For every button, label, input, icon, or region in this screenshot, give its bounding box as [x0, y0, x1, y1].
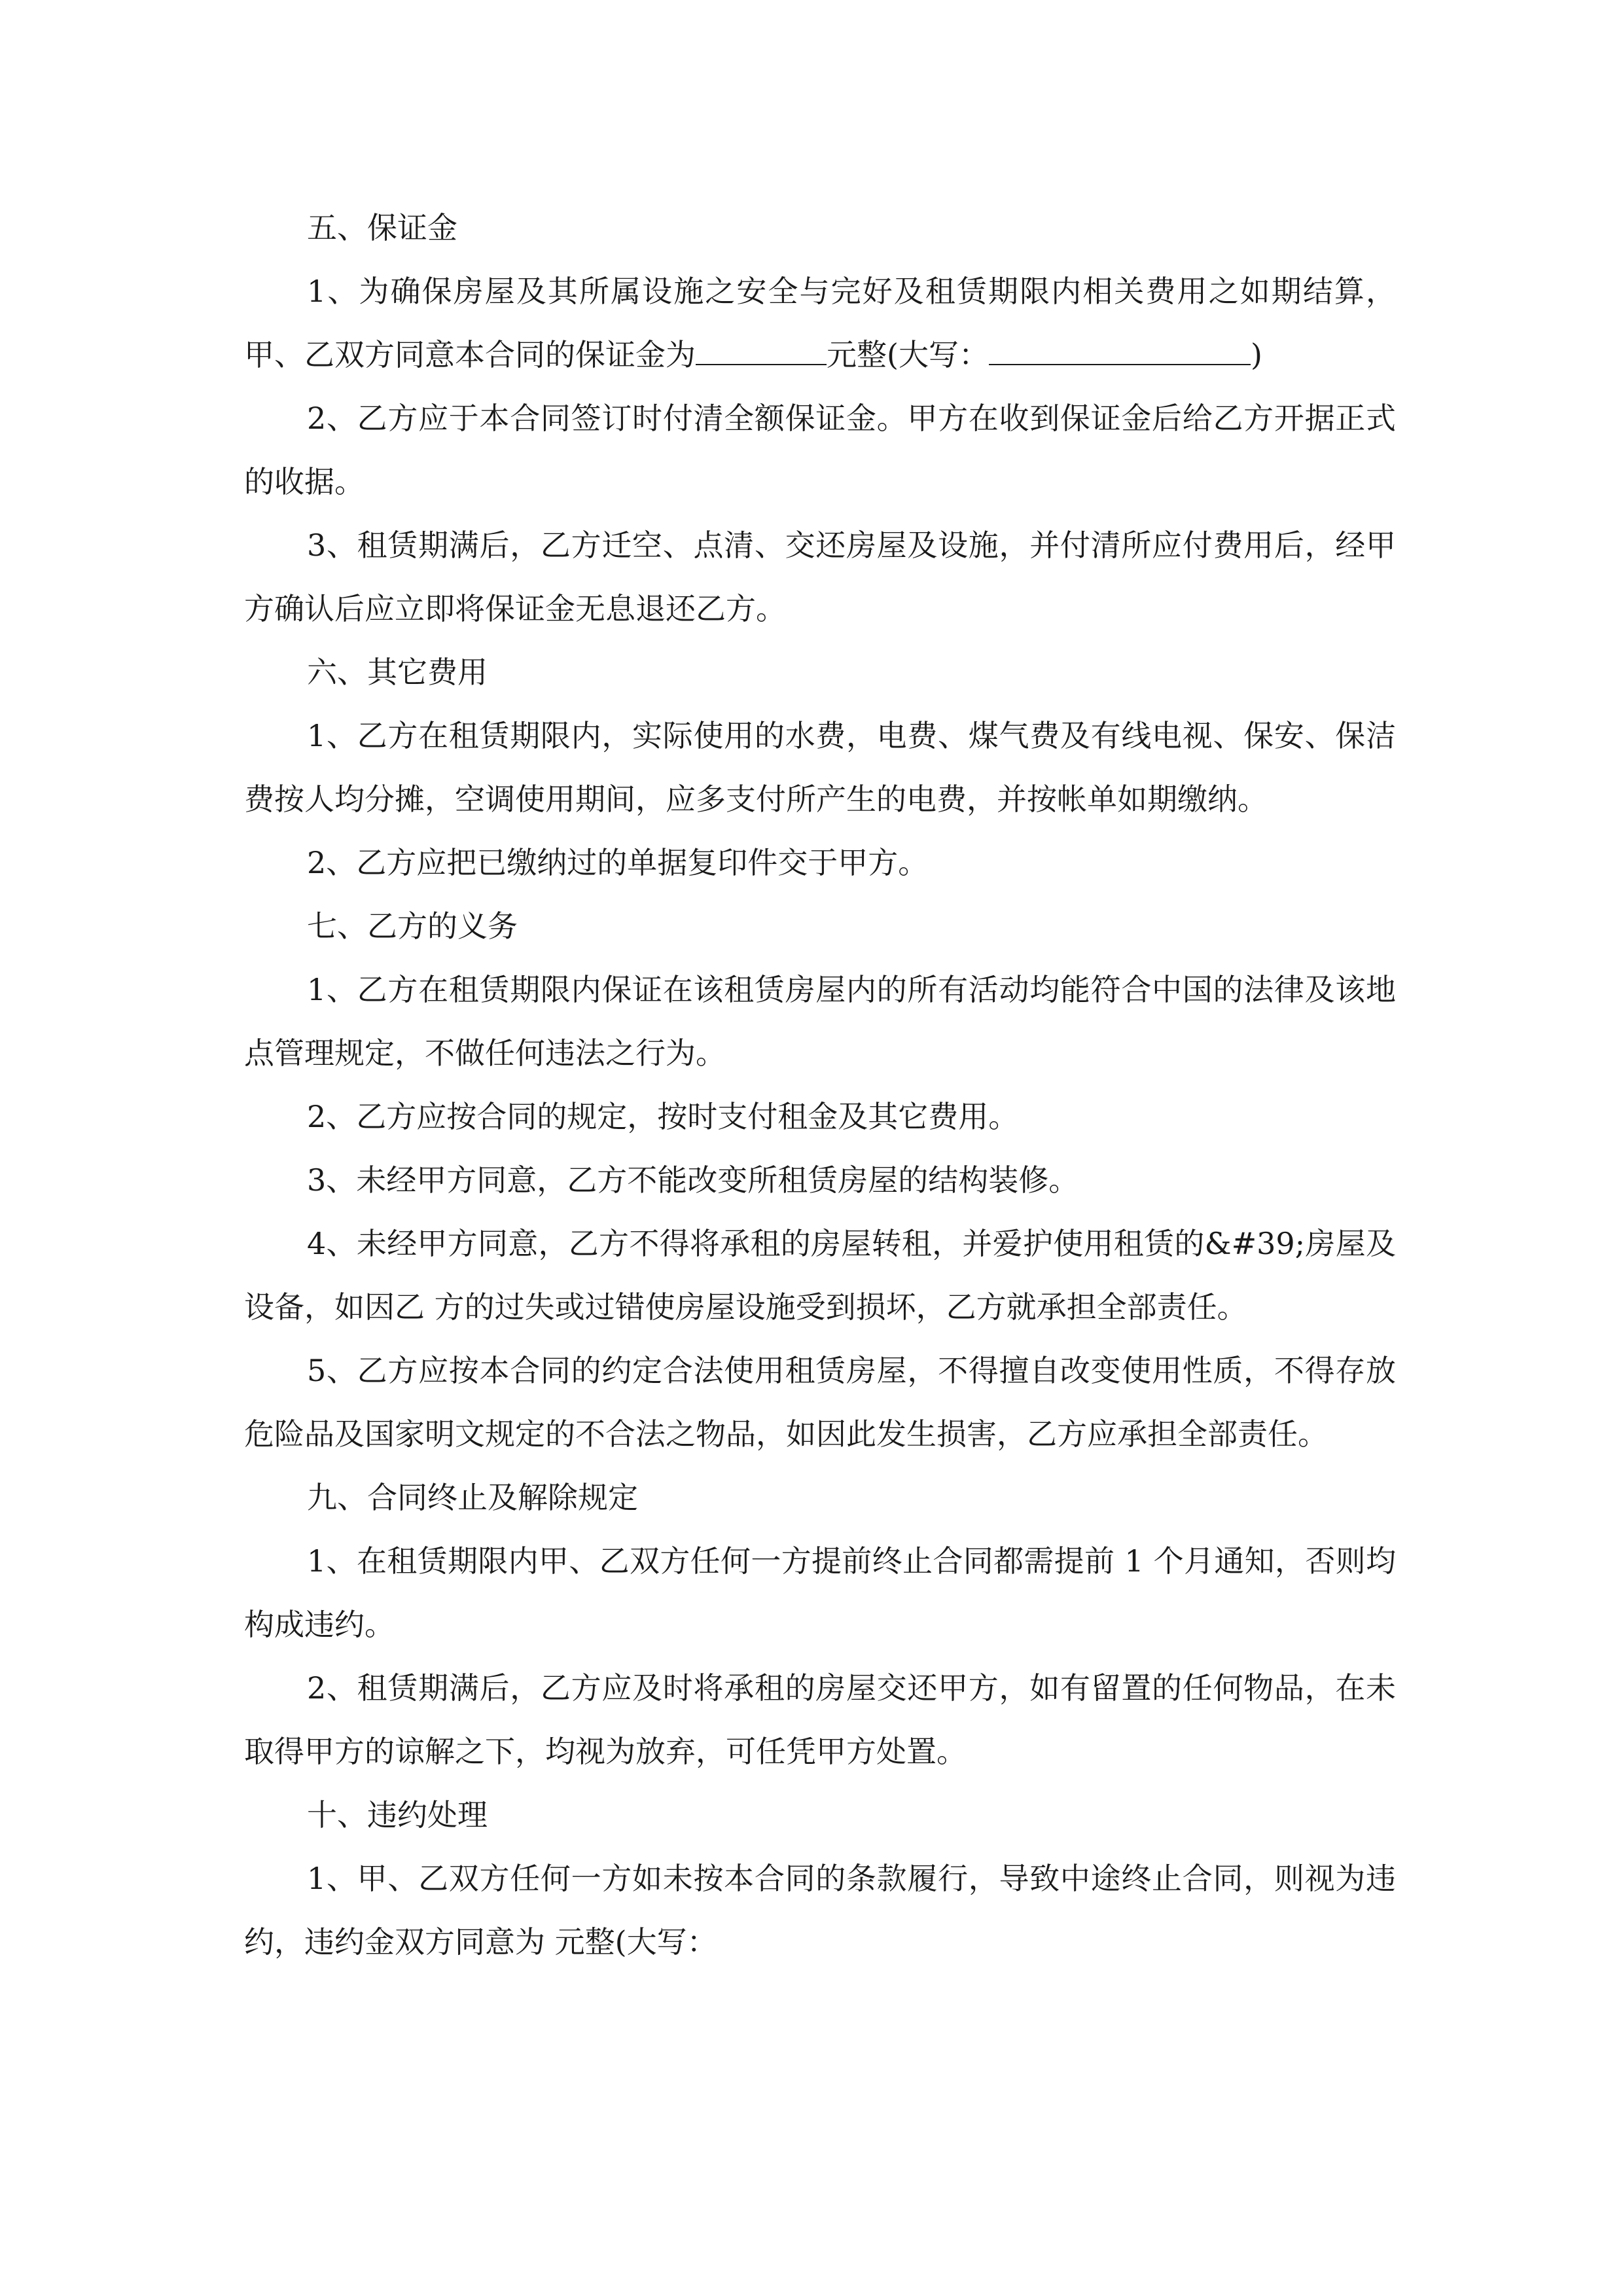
- section-heading-breach: 十、违约处理: [307, 1797, 488, 1833]
- fees-clause-2: 2、乙方应把已缴纳过的单据复印件交于甲方。: [307, 845, 929, 880]
- deposit-amount-words-blank: [989, 325, 1251, 365]
- deposit-clause-3: 3、租赁期满后，乙方迁空、点清、交还房屋及设施，并付清所应付费用后，经甲方确认后应立即将保证金无息退还乙方。: [244, 528, 1396, 626]
- fees-clause-1: 1、乙方在租赁期限内，实际使用的水费，电费、煤气费及有线电视、保安、保洁费按人均分摊，空调使用期间，应多支付所产生的电费，并按帐单如期缴纳。: [244, 718, 1396, 817]
- deposit-clause-1-text: 1、为确保房屋及其所属设施之安全与完好及租赁期限内相关费用之如期结算，甲、乙双方同意本合同的保证金为: [244, 274, 1396, 372]
- section-heading-tenant-obligations: 七、乙方的义务: [307, 908, 518, 944]
- obligations-clause-3: 3、未经甲方同意，乙方不能改变所租赁房屋的结构装修。: [307, 1162, 1079, 1198]
- obligations-clause-1: 1、乙方在租赁期限内保证在该租赁房屋内的所有活动均能符合中国的法律及该地点管理规定，不做任何违法之行为。: [244, 972, 1396, 1071]
- deposit-amount-blank: [696, 325, 827, 365]
- deposit-clause-2: 2、乙方应于本合同签订时付清全额保证金。甲方在收到保证金后给乙方开据正式的收据。: [244, 401, 1396, 499]
- obligations-clause-2: 2、乙方应按合同的规定，按时支付租金及其它费用。: [307, 1099, 1019, 1134]
- obligations-clause-5: 5、乙方应按本合同的约定合法使用租赁房屋，不得擅自改变使用性质，不得存放危险品及国家明文规定的不合法之物品，如因此发生损害，乙方应承担全部责任。: [244, 1353, 1396, 1452]
- section-heading-other-fees: 六、其它费用: [307, 655, 488, 690]
- deposit-clause-1-close: ): [1250, 337, 1262, 372]
- contract-body: [244, 196, 1396, 1974]
- termination-clause-2: 2、租赁期满后，乙方应及时将承租的房屋交还甲方，如有留置的任何物品，在未取得甲方的谅解之下，均视为放弃，可任凭甲方处置。: [244, 1670, 1396, 1769]
- section-heading-deposit: 五、保证金: [307, 210, 457, 245]
- deposit-clause-1: [244, 260, 1396, 387]
- deposit-clause-1-text-2: 元整(大写：: [827, 337, 989, 372]
- section-heading-termination: 九、合同终止及解除规定: [307, 1480, 638, 1515]
- termination-clause-1: 1、在租赁期限内甲、乙双方任何一方提前终止合同都需提前 1 个月通知，否则均构成违约。: [244, 1543, 1396, 1642]
- obligations-clause-4: 4、未经甲方同意，乙方不得将承租的房屋转租，并爱护使用租赁的&#39;房屋及设备，如因乙 方的过失或过错使房屋设施受到损坏，乙方就承担全部责任。: [244, 1226, 1396, 1325]
- breach-clause-1: 1、甲、乙双方任何一方如未按本合同的条款履行，导致中途终止合同，则视为违约，违约金双方同意为 元整(大写：: [244, 1861, 1396, 1960]
